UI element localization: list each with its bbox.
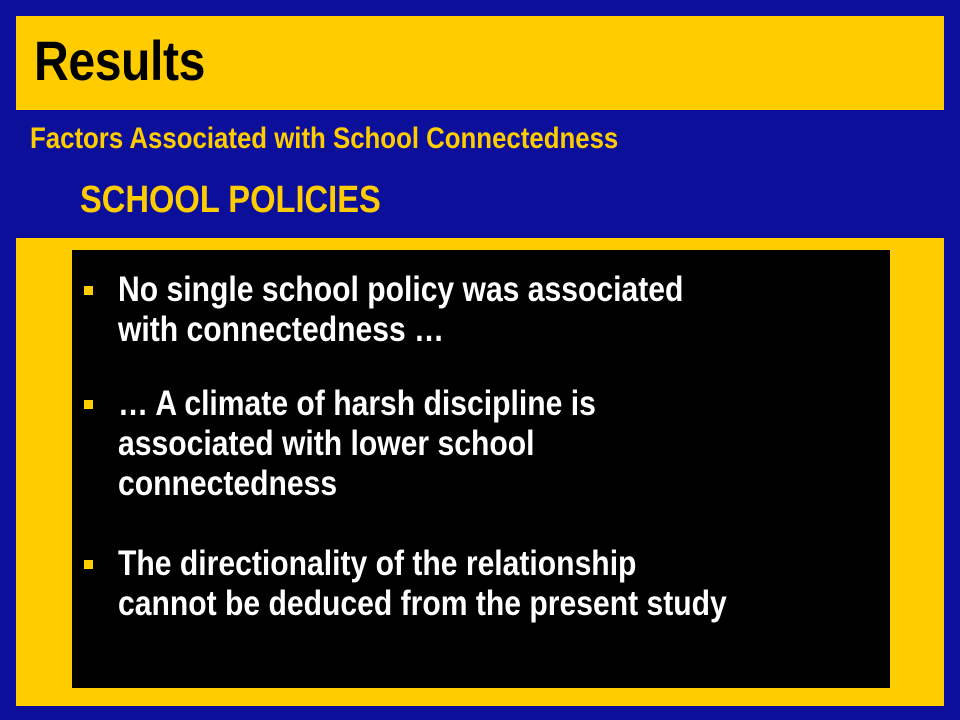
bullet-square-icon [84,286,93,295]
bullet-square-icon [84,560,93,569]
slide-title: Results [34,29,205,92]
bullet-square-icon [84,400,93,409]
bullet-text: … A climate of harsh discipline is associated with lower school connectedness [118,384,596,503]
bullet-text: The directionality of the relationship cannot be deduced from the present study [118,544,727,623]
bullet-text: No single school policy was associated with connectedness … [118,270,684,349]
content-frame [16,238,944,706]
content-box [72,250,890,688]
section-heading: SCHOOL POLICIES [80,179,381,221]
slide-subtitle: Factors Associated with School Connectedness [30,122,619,155]
title-bar [16,16,944,110]
